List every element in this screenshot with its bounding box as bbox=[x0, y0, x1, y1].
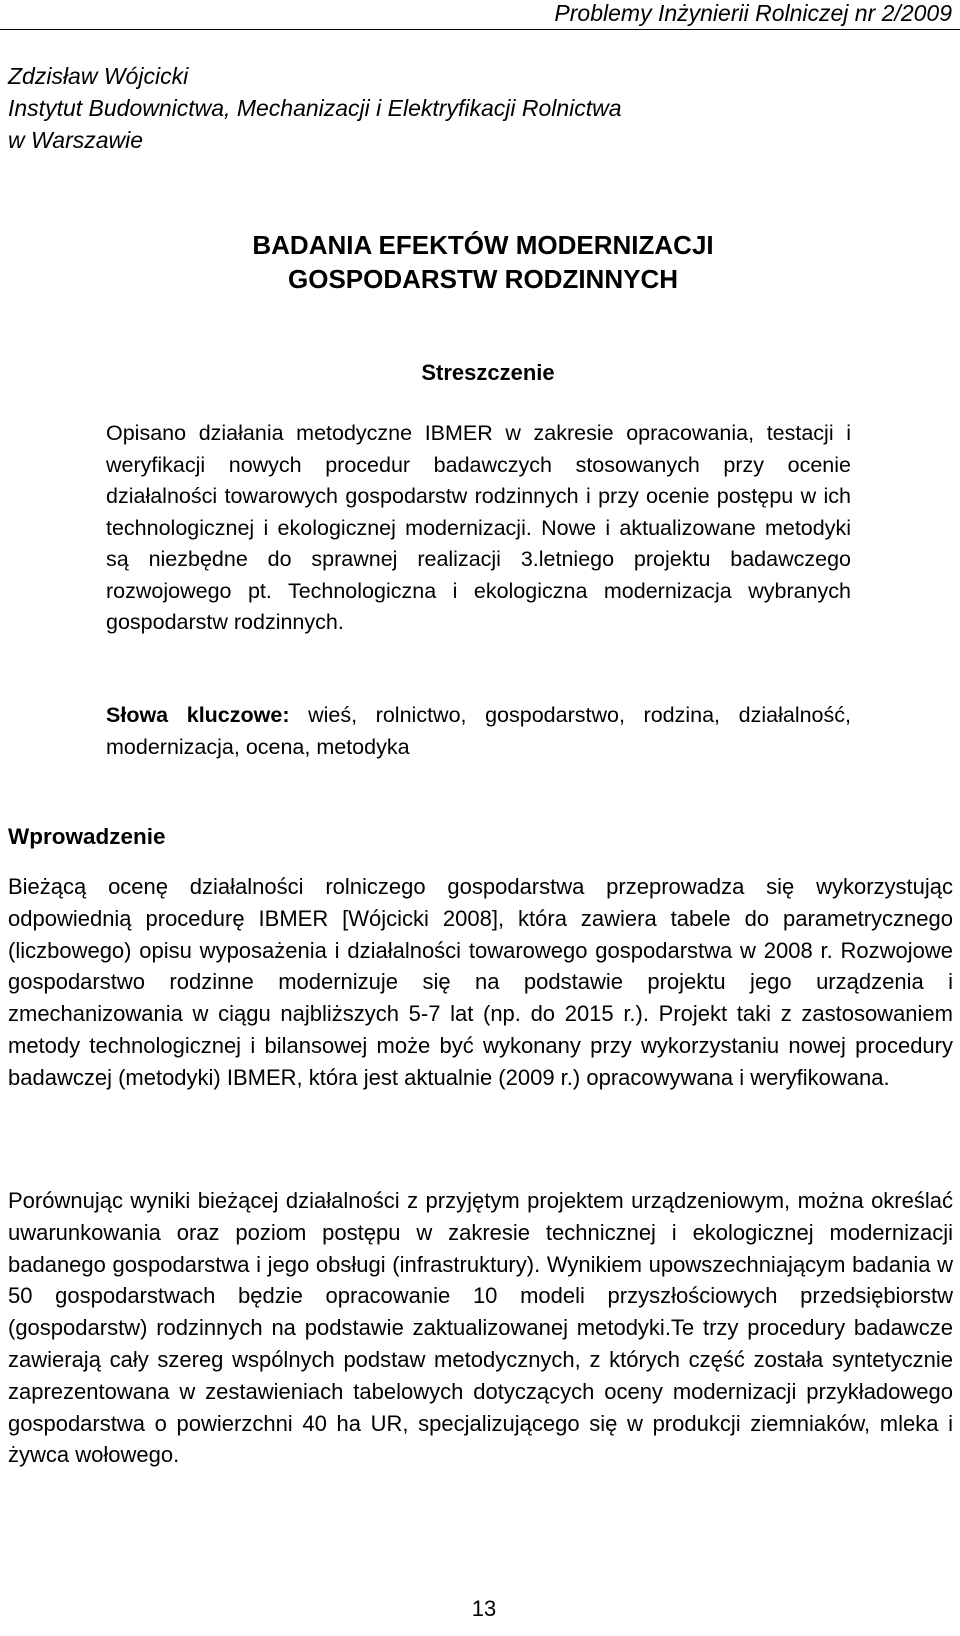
page-number: 13 bbox=[471, 1596, 497, 1621]
paper-title-line1: BADANIA EFEKTÓW MODERNIZACJI bbox=[252, 230, 714, 260]
abstract-heading: Streszczenie bbox=[421, 360, 555, 385]
keywords-label: Słowa kluczowe: bbox=[106, 703, 290, 727]
keywords-text: wieś, rolnictwo, gospodarstwo, rodzina, działalność, modernizacja, ocena, metodyka bbox=[106, 703, 851, 759]
author-affiliation bbox=[8, 60, 622, 156]
header-rule bbox=[0, 29, 960, 30]
keywords bbox=[106, 700, 851, 763]
paper-title-line2: GOSPODARSTW RODZINNYCH bbox=[288, 264, 678, 294]
author-name: Zdzisław Wójcicki bbox=[8, 63, 189, 89]
body-paragraph-2: Porównując wyniki bieżącej działalności z przyjętym projektem urządzeniowym, można określać uwarunkowania oraz poziom postępu w zakresie technicznej i ekologicznej modernizacji badanego gospodarstwa i jego obsługi (infrastruktury). Wynikiem upowszechniającym badania w 50 gospodarstwach będzie opracowanie 10 modeli przyszłościowych przedsiębiorstw (gospodarstw) rodzinnych na podstawie zaktualizowanej metodyki.Te trzy procedury badawcze zawierają cały szereg wspólnych podstaw metodycznych, z których część została syntetycznie zaprezentowana w zestawieniach tabelowych dotyczących oceny modernizacji przykładowego gospodarstwa o powierzchni 40 ha UR, specjalizującego się w produkcji ziemniaków, mleka i żywca wołowego. bbox=[8, 1188, 953, 1468]
institute-name: Instytut Budownictwa, Mechanizacji i Elektryfikacji Rolnictwa bbox=[8, 95, 622, 121]
section-heading-introduction: Wprowadzenie bbox=[8, 824, 166, 849]
institute-city: w Warszawie bbox=[8, 127, 144, 153]
journal-header bbox=[0, 0, 960, 34]
paper-title bbox=[0, 228, 960, 296]
abstract-text: Opisano działania metodyczne IBMER w zakresie opracowania, testacji i weryfikacji nowych procedur badawczych stosowanych przy ocenie działalności towarowych gospodarstw rodzinnych i przy ocenie postępu w ich technologicznej i ekologicznej modernizacji. Nowe i aktualizowane metodyki są niezbędne do sprawnej realizacji 3.letniego projektu badawczego rozwojowego pt. Technologiczna i ekologiczna modernizacja wybranych gospodarstw rodzinnych. bbox=[106, 421, 851, 634]
body-paragraph-1: Bieżącą ocenę działalności rolniczego gospodarstwa przeprowadza się wykorzystując odpowiednią procedurę IBMER [Wójcicki 2008], która zawiera tabele do parametrycznego (liczbowego) opisu wyposażenia i działalności towarowego gospodarstwa w 2008 r. Rozwojowe gospodarstwo rodzinne modernizuje się na podstawie projektu jego urządzenia i zmechanizowania w ciągu najbliższych 5-7 lat (np. do 2015 r.). Projekt taki z zastosowaniem metody technologicznej i bilansowej może być wykonany przy wykorzystaniu nowej procedury badawczej (metodyki) IBMER, która jest aktualnie (2009 r.) opracowywana i weryfikowana. bbox=[8, 874, 953, 1090]
journal-title: Problemy Inżynierii Rolniczej nr 2/2009 bbox=[554, 0, 952, 26]
